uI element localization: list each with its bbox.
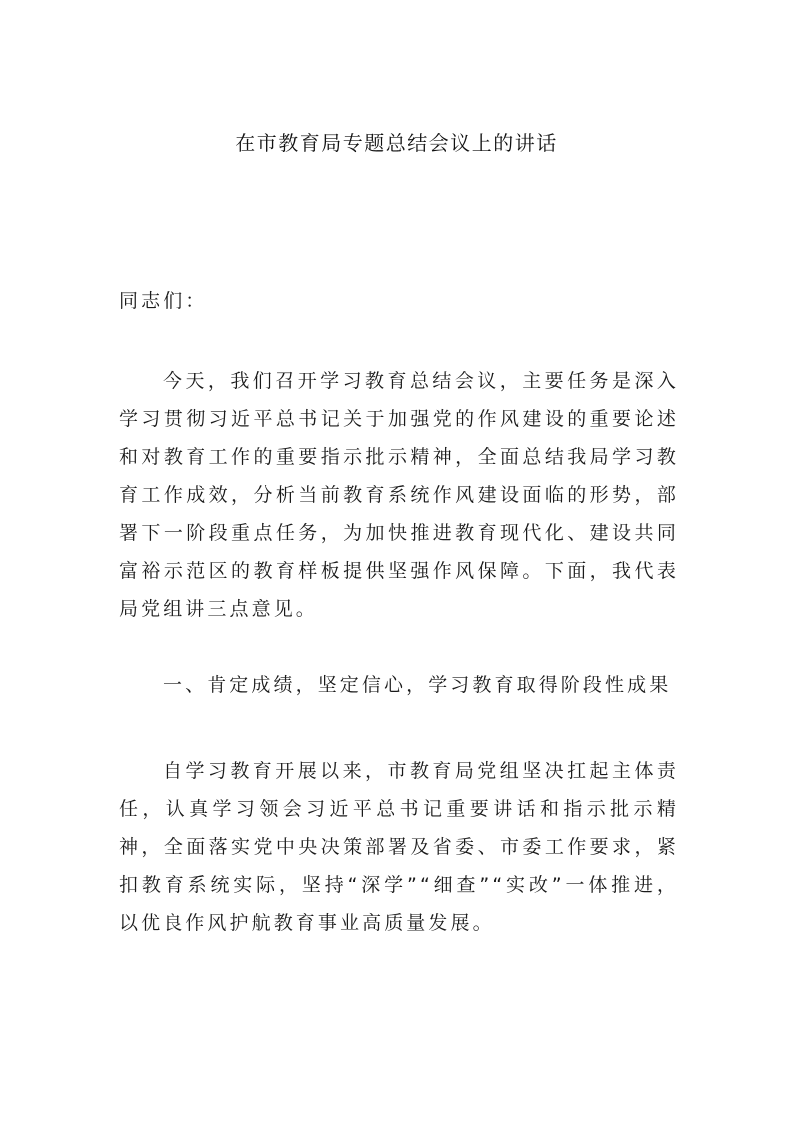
paragraph-intro: 今天，我们召开学习教育总结会议，主要任务是深入学习贯彻习近平总书记关于加强党的作风建设的重要论述和对教育工作的重要指示批示精神，全面总结我局学习教育工作成效，分析当前教育系统作风建设面临的形势，部署下一阶段重点任务，为加快推进教育现代化、建设共同富裕示范区的教育样板提供坚强作风保障。下面，我代表局党组讲三点意见。 [119,370,679,620]
paragraph-section-1: 自学习教育开展以来，市教育局党组坚决扛起主体责任，认真学习领会习近平总书记重要讲话和指示批示精神，全面落实党中央决策部署及省委、市委工作要求，紧扣教育系统实际，坚持“深学”“细查”“实改”一体推进，以优良作风护航教育事业高质量发展。 [119,760,679,934]
salutation: 同志们： [119,290,208,312]
document-title: 在市教育局专题总结会议上的讲话 [235,131,558,155]
section-heading-1: 一、肯定成绩，坚定信心，学习教育取得阶段性成果 [163,674,672,696]
